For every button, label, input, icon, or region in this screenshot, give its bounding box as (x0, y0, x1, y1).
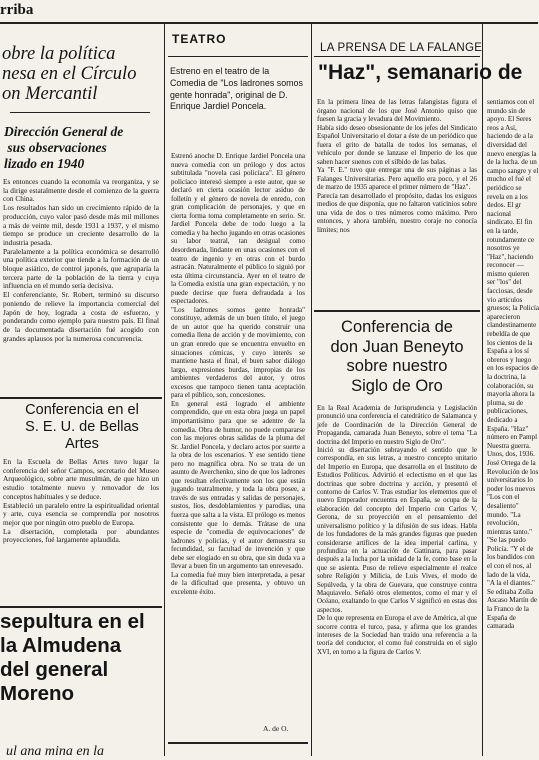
headline-japan-policy: obre la política nesa en el Círculo on Mercantil (2, 44, 137, 104)
headline-haz: "Haz", semanario de (318, 61, 523, 84)
press-separator (314, 310, 480, 312)
headline-almudena: sepultura en el la Almudena del general Moreno (0, 610, 145, 705)
article-separator-1 (0, 397, 162, 399)
column-rule-2 (311, 24, 312, 756)
article-body-bellas-artes: En la Escuela de Bellas Artes tuvo lugar la conferencia del señor Campos, secretario del Museo Arqueológico, sobre arte musulmán, de que hizo un estudio totalmente nuevo y renovador de los conceptos habituales y se deduce. Estableció un paralelo entre la espiritualidad oriental y arte, cuya esencia se comprendía por nosotros mejor que por ningún otro pueblo de Europa. La disertación, completada por abundantes proyecciones, fué largamente aplaudida. (3, 457, 159, 545)
section-tag-theatre: TEATRO (172, 32, 227, 46)
column-rule-1 (164, 24, 165, 756)
column-japan-policy (0, 0, 162, 759)
theatre-review-body: Estrenó anoche D. Enrique Jardiel Poncela una nueva comedia con un prólogo y dos actos subtitulada "novela casi policíaca". El género policíaco interesó siempre a este autor, que se declaró en cierta ocasión lector asiduo de folletín y el género de novela de enredo, con gran complicación de personajes, y que en cierta forma toma completamente en serio. Sr. Jardiel Poncela debe de todo luego a la comedia y ha hecho jugando en otras ocasiones su labor teatral, tan desigual como desordenada, lindante en unas ocasiones con el teatro de ingenio y en otras con el burdo astracán. Naturalmente el público lo siguió por esta última circunstancia. Ayer en el teatro de la Comedia existía una gran expectación, y no puede decirse que fuera defraudada a los espectadores. "Los ladrones somos gente honrada" constituye, además de un buen título, el juego de un autor que ha querido construir una comedia llena de acción y de movimiento, con un gran enredo que se encuentra envuelto en situaciones cómicas, y cuyo interés se mantiene hasta el final, el buen sabor diálogo largo, expresiones burdas, impropias de los ambientes verdaderos del autor, y otros excesos que tampoco tienen tanta aceptación para el público, son, concesiones. En general está logrado el ambiente comprendido, que en esta obra juega un papel importantísimo para que se adentre de la comedia. Obra de humor, no puede compararse con las mejores obras salidas de la pluma del Sr. Jardiel Poncela, y declaro actos por suerte a la obra de los escenarios. Y ese sentido tiene pero no magnífica obra. No se trata de un asunto de Averchenko, sino de que los ladrones que resultan efectivamente son los que están jugando teatralmente, y toda la obra posee, a través de sus entradas y salidas de personajes, sustos, líos, desdoblamientos y parodias, una fuerza que salta a la vista. El prólogo es menos consistente que lo demás. Trátase de una especie de "comedia de equivocaciones" de ladrones y policías, y el autor demuestra su fecundidad, su facultad de invención y que debe ser elogiado en su obra, que sin duda va a llevar a buen fin un argumento tan enrevesado. La comedia fué muy bien interpretada, a pesar de la dificultad que presenta, y obtuvo un excelente éxito. (171, 152, 305, 596)
section-tag-press: LA PRENSA DE LA FALANGE (320, 42, 483, 54)
theatre-intro: Estreno en el teatro de la Comedia de "Los ladrones somos gente honrada", original de D. Enrique Jardiel Poncela. (170, 66, 303, 112)
column-continuation (484, 0, 538, 756)
cut-line: ul ana mina en la (6, 744, 104, 759)
theatre-bottom-rule (168, 742, 308, 744)
press-tag-rule (314, 56, 480, 57)
headline-beneyto: Conferencia de don Juan Beneyto sobre nuestro Siglo de Oro (330, 318, 464, 395)
article-body-japan: Es entonces cuando la economía va reorganiza, y se la dirige estatalmente desde el comienzo de la guerra con China. Los resultados han sido un crecimiento rápido de la producción, cuyo valor pasó desde más mil millones a más de veinte mil, desde 1931 a 1937, y el mismo tiempo se produce un creciente desarrollo de la industria pesada. Paralelamente a la política económica se desarrolló una política exterior que tiende a la formación de un bloque asiático, de control japonés, que agruparía la tercera parte de la población de la tierra y cuya influencia en el mundo sería decisiva. El conferenciante, Sr. Robert, terminó su discurso poniendo de relieve la importancia comercial del Japón de hoy, lograda a costa de esfuerzo, y ponderando como ejemplo para nuestro país. El final de la documentada disertación fué acogido con grandes aplausos por la numerosa concurrencia. (3, 177, 159, 343)
subhead-direccion-general: Dirección General de sus observaciones lizado en 1940 (4, 124, 124, 171)
column-rule-3 (482, 24, 483, 756)
column-theatre (168, 0, 308, 756)
article-body-haz: En la primera línea de las letras falangistas figura el órgano nacional de los que José Antonio quiso que fuesen la gracia y levadura del Movimiento. Había sido deseo obsesionante de los jefes del Sindicato Español Universitario el dotar a éste de un periódico que fuera el grito de batalla de todos los semanas, el vehículo por donde se lanzase el Imperio de los que saben hacer suenos con el silbido de las balas. Ya "F. E." tuvo que entregar una de sus páginas a las Falanges Universitarias. Pero aquello era poco, y el 26 de marzo de 1935 aparece el primer número de "Haz". Parecía tan desarrollado el propósito, dadas los exiguos medios de que disponía, que no faltaron vaticinios sobre una vida de dos o tres números como máximo. Pero entonces, y ahora también, nuestro coraje no conocía límites; nos (317, 98, 477, 234)
theatre-tag-rule (168, 56, 308, 57)
section-tag-left: rriba (0, 2, 34, 18)
continuation-body: sentiamos con el mundo sin de apoyo. El Seres reos a Así, haciendo de a la diversidad del nuevo energías la de la lucha. de un campo sangre y el mucho el fué el periódico se revela en a los dedos. El gr nacional sindicato. El fin en la tarde, rotundamente ce nosotros ye "Haz", haciendo reconocer — mismo quieren ser "los" del facciosas, desde vio articulos gruesos; la Policía aparecieron clandestinamente rebeldía de que los cientos de la España a los sí obreros y luego en los espacios de la doctrina, la colaboración, su mayoría ahora la pluma, su de publicaciones, dedicado a España. "Haz" número en Pampl Nuestra guerra. Unos, dos, 1936. José Ortega de la Revolución de los universitarios lo poder los nuevos "Los con el desaliento" mundo. "La revolución, mientras tanto." "Se las puedo Policía. "Y el de los bandidos con el con el nos, al lado de la vida, "A la el diantes." Se editaba Zolla Ascaso Martín de la Franco de la España de camarada (487, 98, 539, 631)
headline-bellas-artes: Conferencia en el S. E. U. de Bellas Artes (25, 402, 139, 452)
article-separator-2 (0, 606, 162, 608)
theatre-signature: A. de O. (263, 724, 289, 733)
headline-separator (10, 112, 150, 113)
article-body-beneyto: En la Real Academia de Jurisprudencia y Legislación pronunció una conferencia el catedrático de Salamanca y jefe de Coordinación de la Dirección General de Propaganda, camarada Juan Beneyto, sobre el tema "La doctrina del Imperio en nuestro Siglo de Oro". Inició su disertación subrayando el sentido que le correspondía, en sus letras, a nuestro concepto unitario del Imperio en Europa, que desarrolla en el Instituto de Estudios Políticos. Advirtió el eclectismo en el que las doctrinas que sobre doctrina y acción, y presentó el contorno de Carlos V. Tras estudiar los elementos que el nuevo Emperador encuentra en España, se ocupa de la elaboración del concepto del Imperio con Carlos V, Gerona, de su proyección en el pensamiento del universalismo político y la difusión de sus ideas. Habla de los fundadores de la más grandes figuras que pueden considerarse artífices de la idea imperial carlina, y profundiza en la actuación de Gattinara, para pasar después a la lucha por la unidad de la fe, como base en la que se asienta. Puso de relieve especialmente el realce sobre Religión y Milicia, de Luis Vives, el modo de Sepúlveda, y la obra de Guevara, que construye contra Maquiavelo. Señaló otros elementos, como el mar y el Océano, exaltando lo que Carlos V significó en estas dos aspectos. De lo que representa en Europa el ave de América, al que socorre contra el turco, pasa, y afirma que los grandes intereses de la Sociedad han traído una referencia a la teoría del conductor, el como fué construida en el siglo XVI, en torno a la figura de Carlos V. (317, 404, 477, 656)
